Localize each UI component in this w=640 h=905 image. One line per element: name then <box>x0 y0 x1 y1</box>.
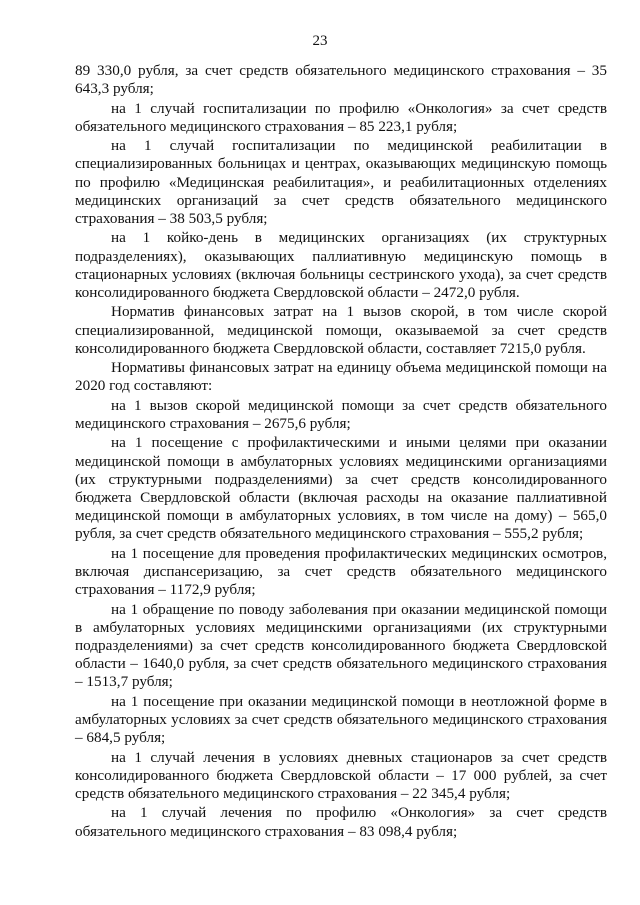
paragraph-day-hospital: на 1 случай лечения в условиях дневных стационаров за счет средств консолидированного бюджета Свердловской области – 17 000 рублей, за счет средств обязательного медицинского страхования – 22 345,4 рубля; <box>75 748 607 802</box>
paragraph-continuation: 89 330,0 рубля, за счет средств обязательного медицинского страхования – 35 643,3 рубля; <box>75 62 607 98</box>
paragraph-preventive-visit: на 1 посещение с профилактическими и иными целями при оказании медицинской помощи в амбулаторных условиях медицинскими организациями (их структурными подразделениями) за счет средств консолидированного бюджета Свердловской области (включая расходы на оказание паллиативной медицинской помощи в амбулаторных условиях, в том числе на дому) – 565,0 рубля, за счет средств обязательного медицинского страхования – 555,2 рубля; <box>75 434 607 543</box>
paragraph-medical-checkup-visit: на 1 посещение для проведения профилактических медицинских осмотров, включая диспансеризацию, за счет средств обязательного медицинского страхования – 1172,9 рубля; <box>75 544 607 599</box>
paragraph-2020-norms-intro: Нормативы финансовых затрат на единицу объема медицинской помощи на 2020 год составляют: <box>75 359 607 395</box>
paragraph-ambulance-call: на 1 вызов скорой медицинской помощи за счет средств обязательного медицинского страхования – 2675,6 рубля; <box>75 396 607 432</box>
paragraph-oncology-hospitalization: на 1 случай госпитализации по профилю «Онкология» за счет средств обязательного медицинского страхования – 85 223,1 рубля; <box>75 99 607 135</box>
paragraph-disease-appeal: на 1 обращение по поводу заболевания при оказании медицинской помощи в амбулаторных условиях медицинскими организациями (их структурными подразделениями) за счет средств консолидированного бюджета Свердловской области – 1640,0 рубля, за счет средств обязательного медицинского страхования – 1513,7 рубля; <box>75 600 607 691</box>
paragraph-oncology-treatment-case: на 1 случай лечения по профилю «Онкология» за счет средств обязательного медицинского страхования – 83 098,4 рубля; <box>75 804 607 840</box>
paragraph-rehabilitation-hospitalization: на 1 случай госпитализации по медицинской реабилитации в специализированных больницах и центрах, оказывающих медицинскую помощь по профилю «Медицинская реабилитация», и реабилитационных отделениях медицинских организаций за счет средств обязательного медицинского страхования – 38 503,5 рубля; <box>75 137 607 227</box>
paragraph-ambulance-norm: Норматив финансовых затрат на 1 вызов скорой, в том числе скорой специализированной, медицинской помощи, оказываемой за счет средств консолидированного бюджета Свердловской области, составляет 7215,0 рубля. <box>75 303 607 357</box>
page-number: 23 <box>312 33 328 49</box>
document-body <box>75 62 607 842</box>
paragraph-palliative-bed-day: на 1 койко-день в медицинских организациях (их структурных подразделениях), оказывающих паллиативную медицинскую помощь в стационарных условиях (включая больницы сестринского ухода), за счет средств консолидированного бюджета Свердловской области – 2472,0 рубля. <box>75 229 607 301</box>
paragraph-urgent-care-visit: на 1 посещение при оказании медицинской помощи в неотложной форме в амбулаторных условиях за счет средств обязательного медицинского страхования – 684,5 рубля; <box>75 692 607 747</box>
